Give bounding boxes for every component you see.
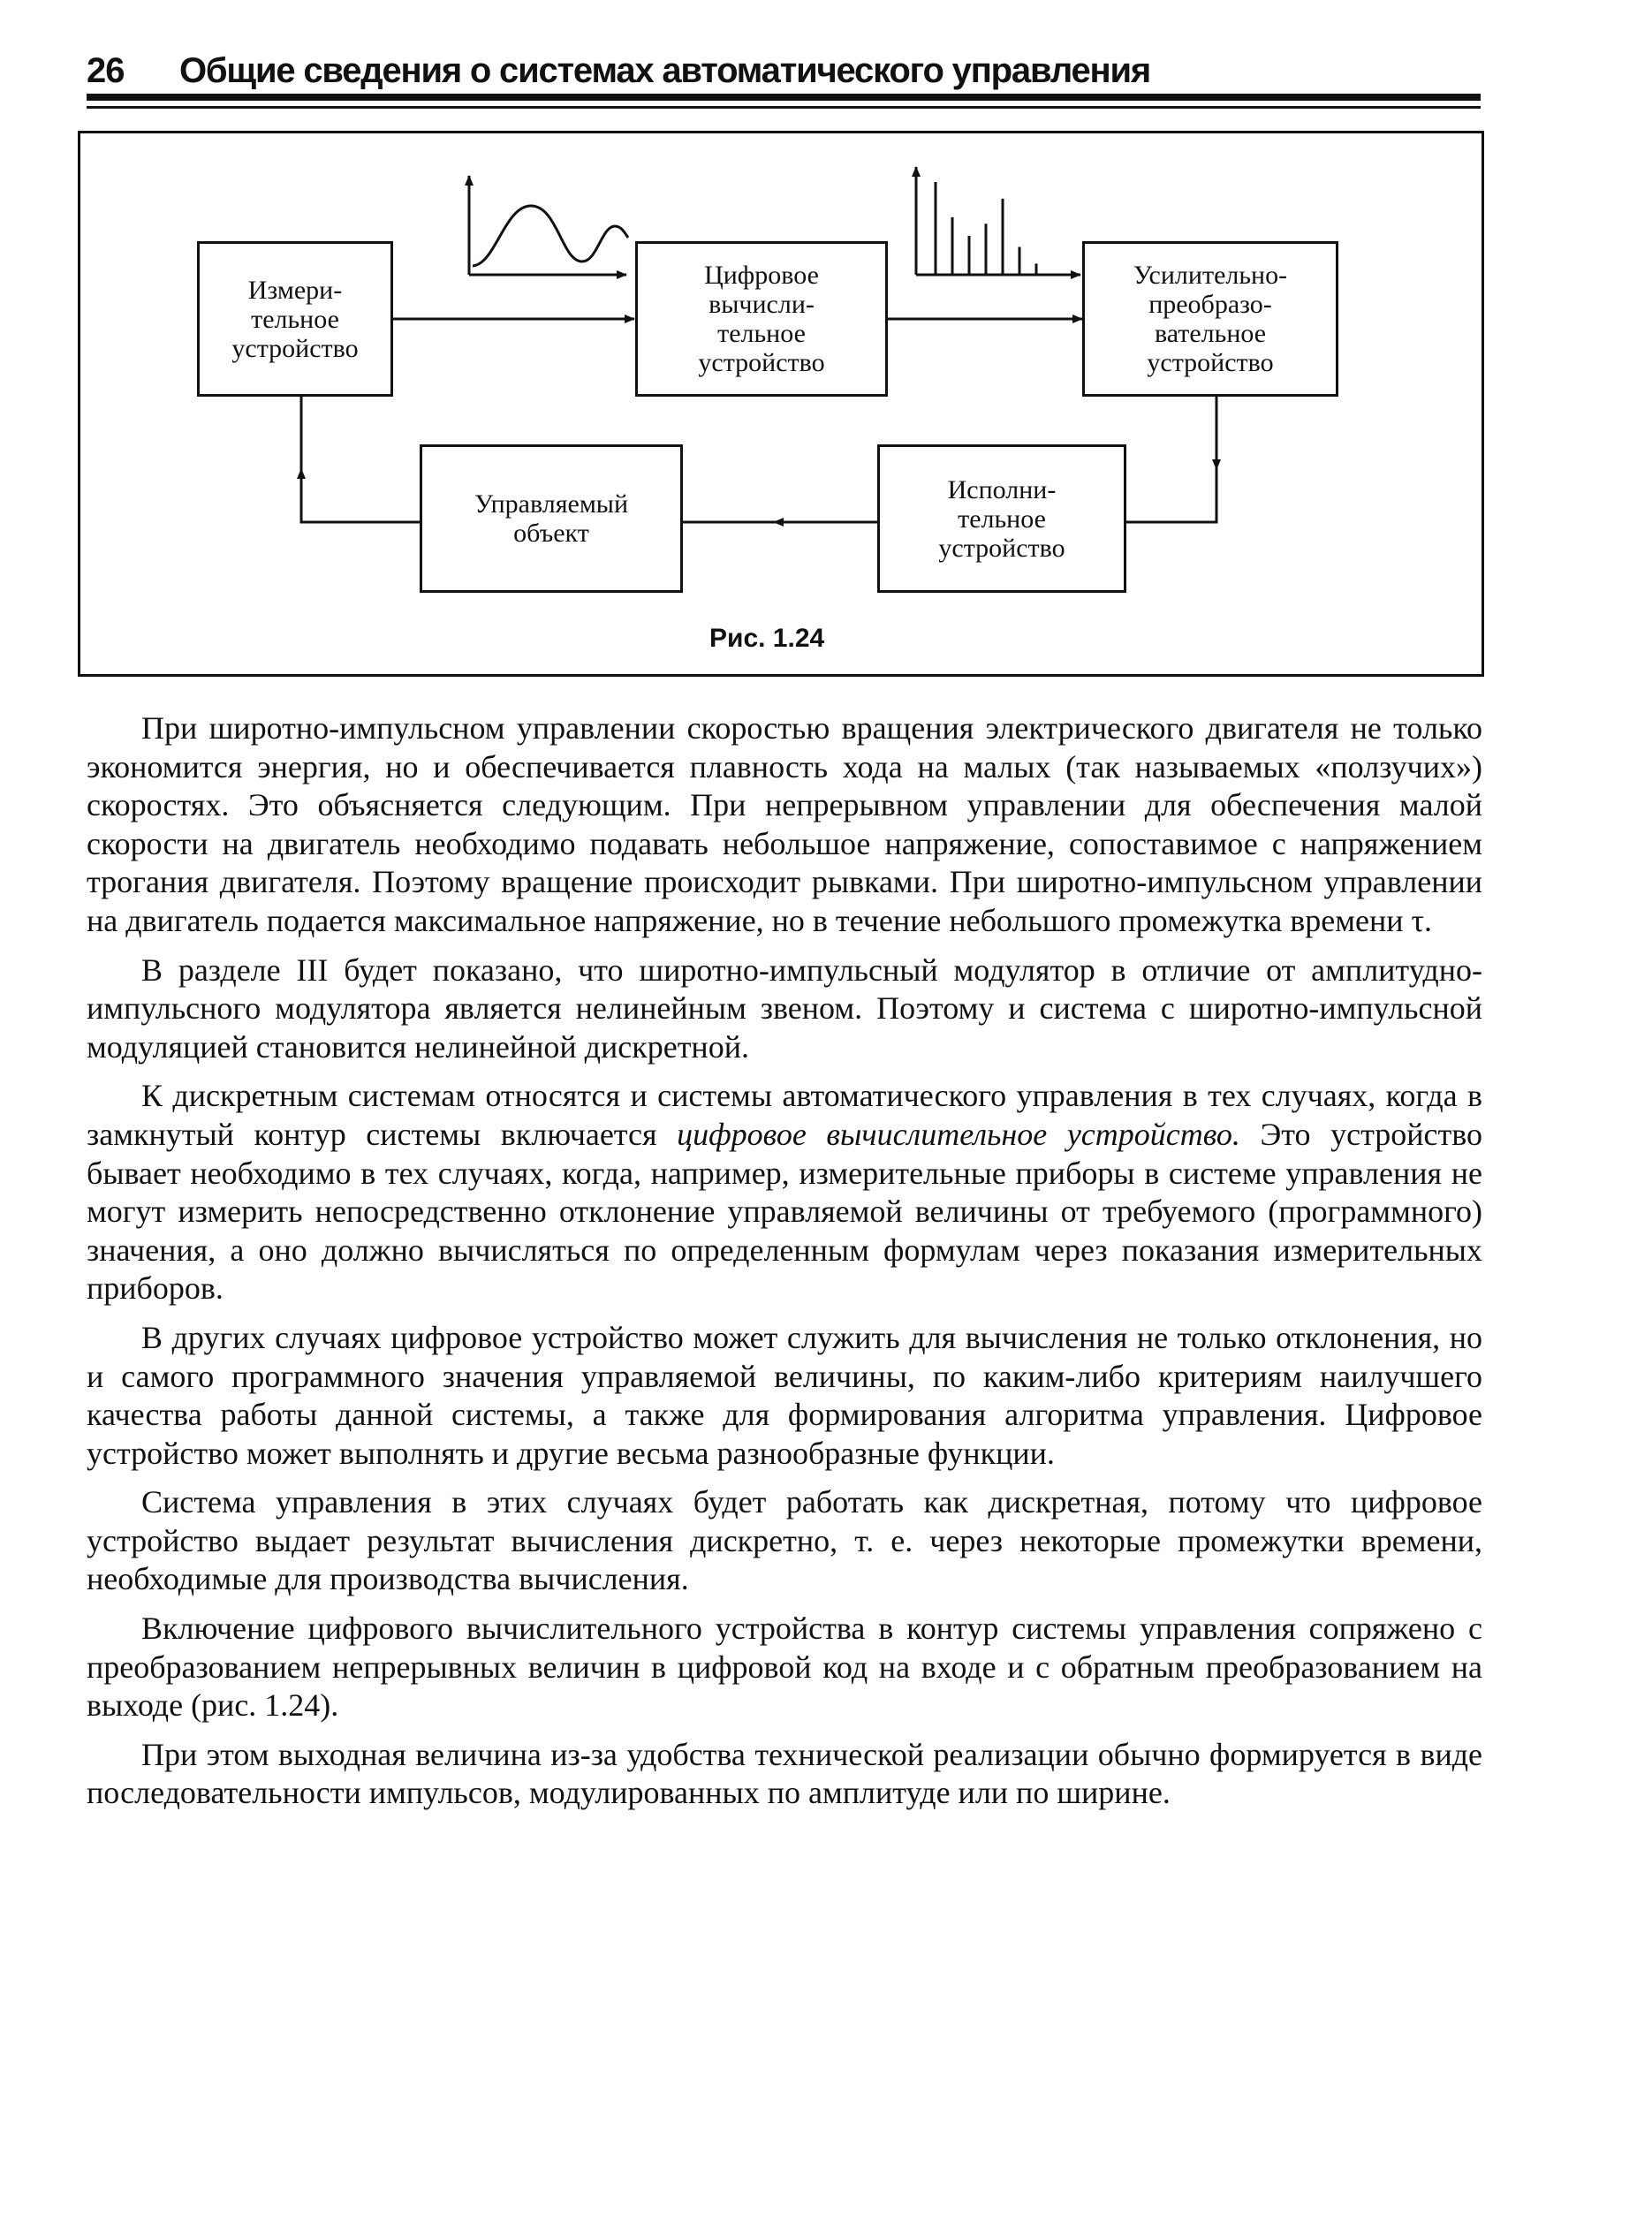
measuring-device-label: Измери- тельное устройство xyxy=(231,275,359,363)
continuous-signal-graph xyxy=(469,176,628,275)
paragraph-7: При этом выходная величина из-за удобства технической реализации обычно формируется в виде последовательности импульсов, модулированных по амплитуде или по ширине. xyxy=(87,1736,1482,1811)
arrow-plant-to-measuring xyxy=(301,395,425,522)
measuring-device-block xyxy=(197,241,393,397)
paragraph-6: Включение цифрового вычислительного устройства в контур системы управления сопряжено с преобразованием непрерывных величин в цифровой код на входе и с обратным преобразованием на выходе (рис. 1.24). xyxy=(87,1611,1482,1724)
actuator-block xyxy=(877,444,1126,593)
body-text xyxy=(87,709,1482,1823)
paragraph-3-start: К дискретным системам относятся и системы автоматического управления в тех случаях, когда в замкнутый контур системы включается xyxy=(87,1078,1482,1152)
digital-computer-block xyxy=(635,241,888,397)
page-number: 26 xyxy=(87,51,125,90)
figure-1-24 xyxy=(78,131,1484,677)
sine-wave xyxy=(473,206,628,266)
paragraph-3 xyxy=(87,1077,1482,1308)
amplifier-converter-block xyxy=(1082,241,1338,397)
digital-computer-label: Цифровое вычисли- тельное устройство xyxy=(698,261,825,377)
figure-caption: Рис. 1.24 xyxy=(709,624,825,653)
paragraph-5: Система управления в этих случаях будет работать как дискретная, потому что цифровое устройство выдает результат вычисления дискретно, т. е. через некоторые промежутки времени, необходимые для производства вычисления. xyxy=(87,1484,1482,1597)
paragraph-2: В разделе III будет показано, что широтно-импульсный модулятор в отличие от амплитудно-импульсного модулятора является нелинейным звеном. Поэтому и система с широтно-импульсной модуляцией становится нелинейной дискретной. xyxy=(87,951,1482,1065)
pulse-signal-graph xyxy=(916,167,1080,275)
paragraph-3-emphasis: цифровое вычислительное устройство. xyxy=(677,1116,1240,1152)
block-diagram-lines xyxy=(80,133,1487,679)
paragraph-4: В других случаях цифровое устройство может служить для вычисления не только отклонения, но и самого программного значения управляемой величины, по каким-либо критериям наилучшего качества работы данной системы, а также для формирования алгоритма управления. Цифровое устройство может выполнять и другие весьма разнообразные функции. xyxy=(87,1319,1482,1471)
controlled-object-label: Управляемый объект xyxy=(474,489,629,548)
arrow-amplifier-to-actuator xyxy=(1125,391,1216,522)
header-rule-thick xyxy=(87,94,1481,101)
controlled-object-block xyxy=(420,444,683,593)
running-title: Общие сведения о системах автоматического управления xyxy=(179,51,1151,90)
paragraph-3-end: Это устройство бывает необходимо в тех случаях, когда, например, измерительные приборы в системе управления не могут измерить непосредственно отклонение управляемой величины от требуемого (программного) значения, а оно должно вычисляться по определенным формулам через показания измерительных приборов. xyxy=(87,1116,1482,1307)
header-rule-thin xyxy=(87,106,1481,109)
amplifier-converter-label: Усилительно- преобразо- вательное устройство xyxy=(1133,261,1288,377)
actuator-label: Исполни- тельное устройство xyxy=(938,474,1065,563)
paragraph-1: При широтно-импульсном управлении скоростью вращения электрического двигателя не только экономится энергия, но и обеспечивается плавность хода на малых (так называемых «ползучих») скоростях. Это объясняется следующим. При непрерывном управлении для обеспечения малой скорости на двигатель необходимо подавать небольшое напряжение, сопоставимое с напряжением трогания двигателя. Поэтому вращение происходит рывками. При широтно-импульсном управлении на двигатель подается максимальное напряжение, но в течение небольшого промежутка времени τ. xyxy=(87,710,1482,938)
